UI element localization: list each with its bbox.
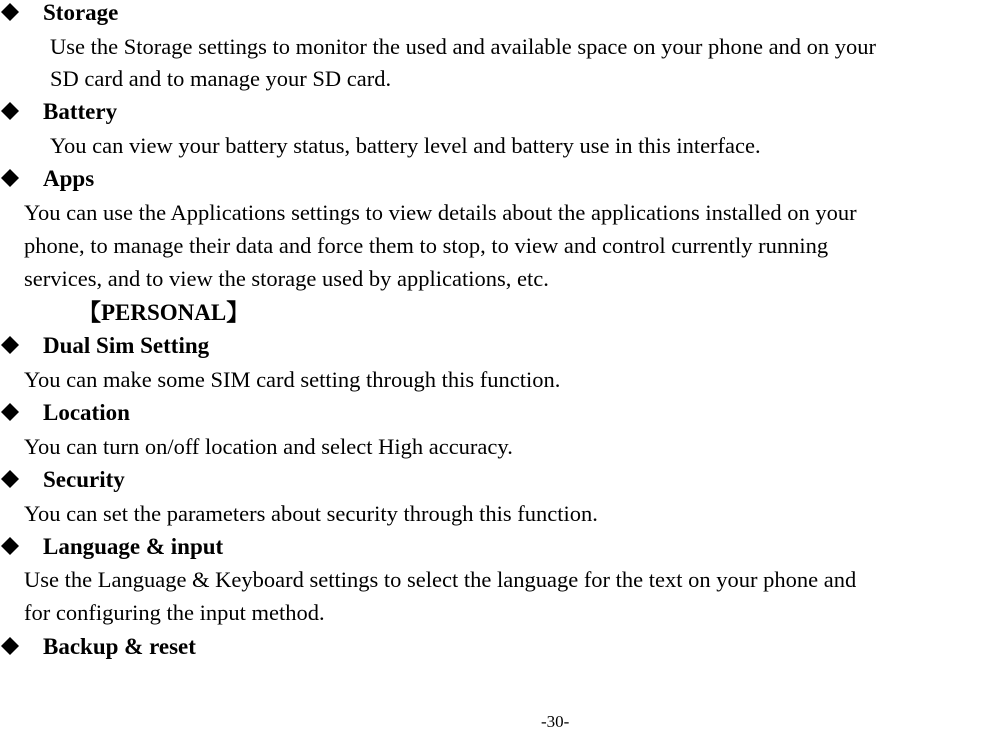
section-body-apps-line3: services, and to view the storage used by applications, etc. [24, 266, 549, 291]
section-title-battery: Battery [43, 99, 118, 124]
diamond-bullet-icon [0, 2, 20, 22]
section-body-apps-line2: phone, to manage their data and force them to stop, to view and control currently running [24, 233, 829, 258]
section-body-language-input-line2: for configuring the input method. [24, 600, 325, 625]
diamond-bullet-icon [0, 402, 20, 422]
section-body-security: You can set the parameters about security through this function. [24, 501, 598, 526]
section-title-storage: Storage [43, 0, 119, 25]
section-title-apps: Apps [43, 166, 95, 191]
diamond-bullet-icon [0, 101, 20, 121]
section-body-language-input-line1: Use the Language & Keyboard settings to select the language for the text on your phone and [24, 567, 857, 592]
category-heading-personal: 【PERSONAL】 [78, 300, 250, 325]
section-body-storage-line2: SD card and to manage your SD card. [50, 66, 392, 91]
section-title-backup-reset: Backup & reset [43, 634, 196, 659]
diamond-bullet-icon [0, 636, 20, 656]
section-title-location: Location [43, 400, 130, 425]
diamond-bullet-icon [0, 335, 20, 355]
section-body-dual-sim-setting: You can make some SIM card setting through this function. [24, 367, 561, 392]
section-title-language-input: Language & input [43, 534, 224, 559]
section-body-battery: You can view your battery status, battery level and battery use in this interface. [50, 133, 761, 158]
section-title-dual-sim-setting: Dual Sim Setting [43, 333, 210, 358]
section-body-location: You can turn on/off location and select High accuracy. [24, 434, 513, 459]
section-title-security: Security [43, 467, 125, 492]
section-body-storage-line1: Use the Storage settings to monitor the used and available space on your phone and on your [50, 34, 877, 59]
diamond-bullet-icon [0, 469, 20, 489]
diamond-bullet-icon [0, 536, 20, 556]
section-body-apps-line1: You can use the Applications settings to view details about the applications installed on your [24, 200, 857, 225]
page-number: -30- [541, 712, 570, 731]
diamond-bullet-icon [0, 168, 20, 188]
